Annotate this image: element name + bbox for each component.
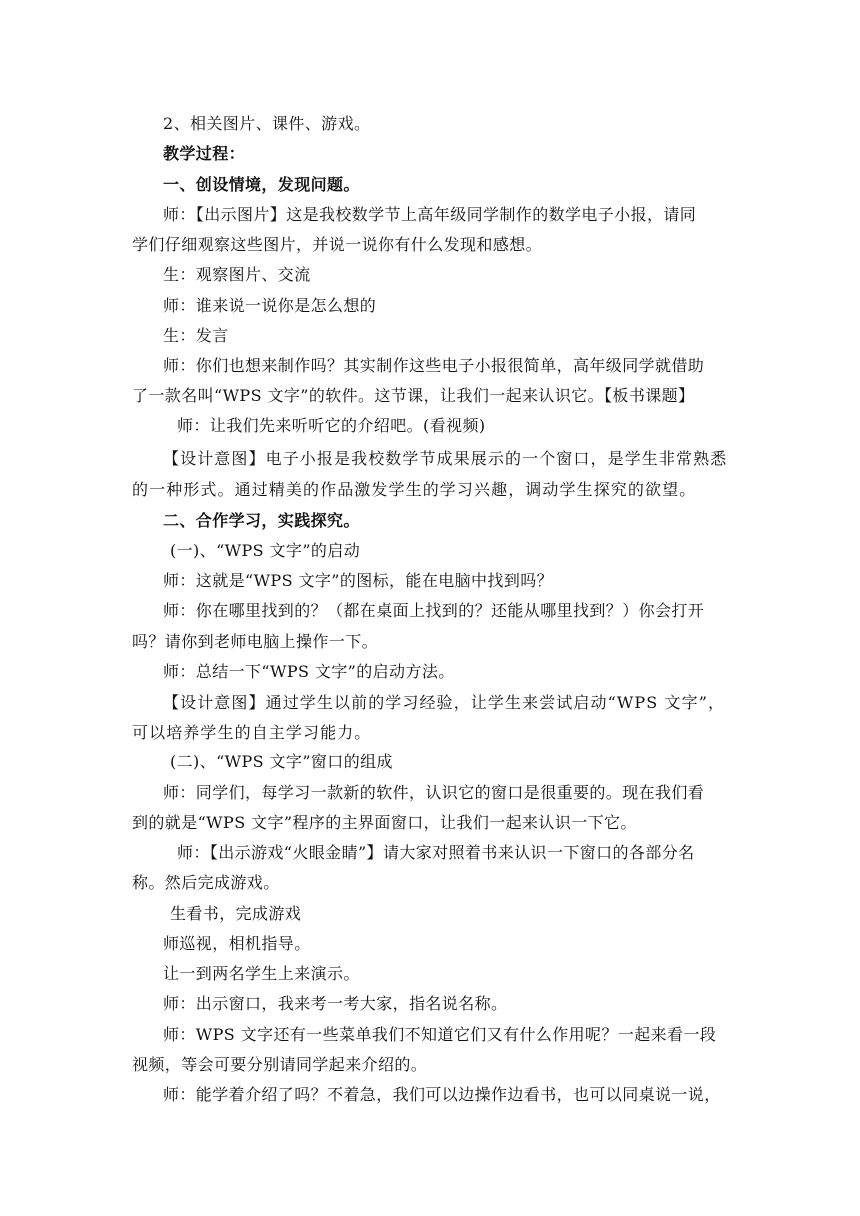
text-line: 生：观察图片、交流	[163, 265, 311, 284]
text-line: 师：同学们，每学习一款新的软件，认识它的窗口是很重要的。现在我们看	[163, 783, 705, 802]
design-intent-line: 可以培养学生的自主学习能力。	[132, 723, 372, 742]
design-intent-line: 的一种形式。通过精美的作品激发学生的学习兴趣，调动学生探究的欲望。	[132, 480, 697, 499]
text-line: 生：发言	[163, 326, 229, 345]
text-line: 师巡视，相机指导。	[163, 934, 311, 953]
text-line: 师：出示窗口，我来考一考大家，指名说名称。	[163, 994, 508, 1013]
text-line: 称。然后完成游戏。	[132, 873, 280, 892]
text-line: 师：能学着介绍了吗？不着急，我们可以边操作边看书，也可以同桌说一说，	[163, 1085, 721, 1104]
text-line: 让一到两名学生上来演示。	[163, 964, 360, 983]
text-line: 师：你在哪里找到的？（都在桌面上找到的？还能从哪里找到？）你会打开	[163, 601, 705, 620]
text-line: 师：【出示游戏“火眼金睛”】请大家对照着书来认识一下窗口的各部分名	[177, 843, 695, 862]
text-line: 生看书，完成游戏	[170, 904, 302, 923]
subsection-heading: (一)、“WPS 文字”的启动	[170, 541, 361, 560]
text-line: 师：WPS 文字还有一些菜单我们不知道它们又有什么作用呢？一起来看一段	[163, 1025, 717, 1044]
text-line: 师：谁来说一说你是怎么想的	[163, 296, 377, 315]
design-intent-line: 【设计意图】电子小报是我校数学节成果展示的一个窗口，是学生非常熟悉	[163, 449, 728, 468]
text-line: 学们仔细观察这些图片，并说一说你有什么发现和感想。	[132, 235, 543, 254]
text-line: 师：【出示图片】这是我校数学节上高年级同学制作的数学电子小报，请同	[163, 205, 697, 224]
text-line: 吗？请你到老师电脑上操作一下。	[132, 632, 379, 651]
section-heading: 二、合作学习，实践探究。	[163, 511, 360, 530]
section-heading: 教学过程：	[163, 144, 246, 163]
text-line: 师：这就是“WPS 文字”的图标，能在电脑中找到吗？	[163, 571, 554, 590]
text-line: 师：总结一下“WPS 文字”的启动方法。	[163, 662, 455, 681]
section-heading: 一、创设情境，发现问题。	[163, 175, 360, 194]
text-line: 2、相关图片、课件、游戏。	[163, 114, 371, 133]
text-line: 师：你们也想来制作吗？其实制作这些电子小报很简单，高年级同学就借助	[163, 356, 705, 375]
design-intent-line: 【设计意图】通过学生以前的学习经验，让学生来尝试启动“WPS 文字”，	[163, 693, 726, 712]
text-line: 到的就是“WPS 文字”程序的主界面窗口，让我们一起来认识一下它。	[132, 813, 637, 832]
text-line: 了一款名叫“WPS 文字”的软件。这节课，让我们一起来认识它。【板书课题】	[132, 386, 695, 405]
text-line: 师：让我们先来听听它的介绍吧。(看视频)	[177, 416, 486, 435]
text-line: 视频，等会可要分别请同学起来介绍的。	[132, 1055, 428, 1074]
subsection-heading: (二)、“WPS 文字”窗口的组成	[170, 752, 393, 771]
